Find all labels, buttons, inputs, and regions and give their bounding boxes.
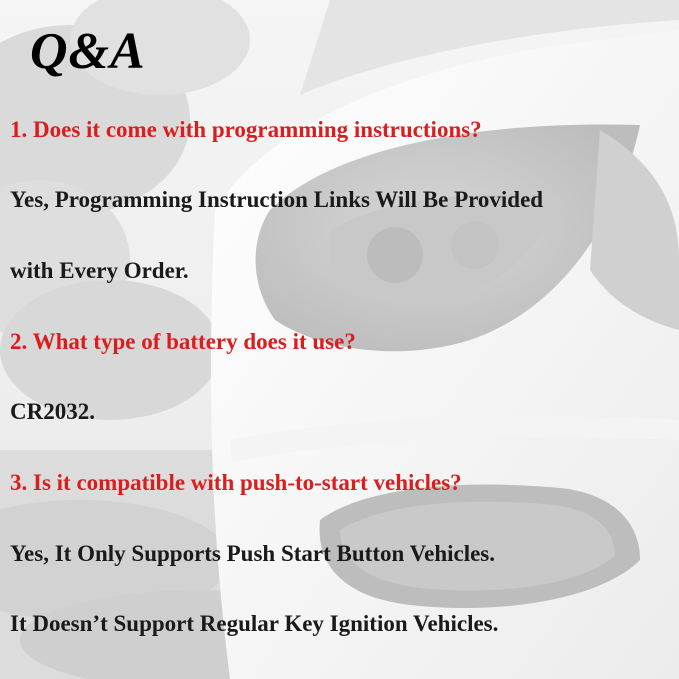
question-2: 2. What type of battery does it use? bbox=[10, 329, 356, 354]
question-1: 1. Does it come with programming instructions? bbox=[10, 117, 482, 142]
answer-1-line-2: with Every Order. bbox=[10, 258, 189, 283]
answer-1-line-1: Yes, Programming Instruction Links Will Be Provided bbox=[10, 187, 544, 212]
answer-3-line-1: Yes, It Only Supports Push Start Button Vehicles. bbox=[10, 541, 496, 566]
answer-3-line-2: It Doesn’t Support Regular Key Ignition Vehicles. bbox=[10, 611, 499, 636]
page-title: Q&A bbox=[30, 23, 146, 80]
question-3: 3. Is it compatible with push-to-start vehicles? bbox=[10, 470, 462, 495]
answer-2-line-1: CR2032. bbox=[10, 399, 95, 424]
